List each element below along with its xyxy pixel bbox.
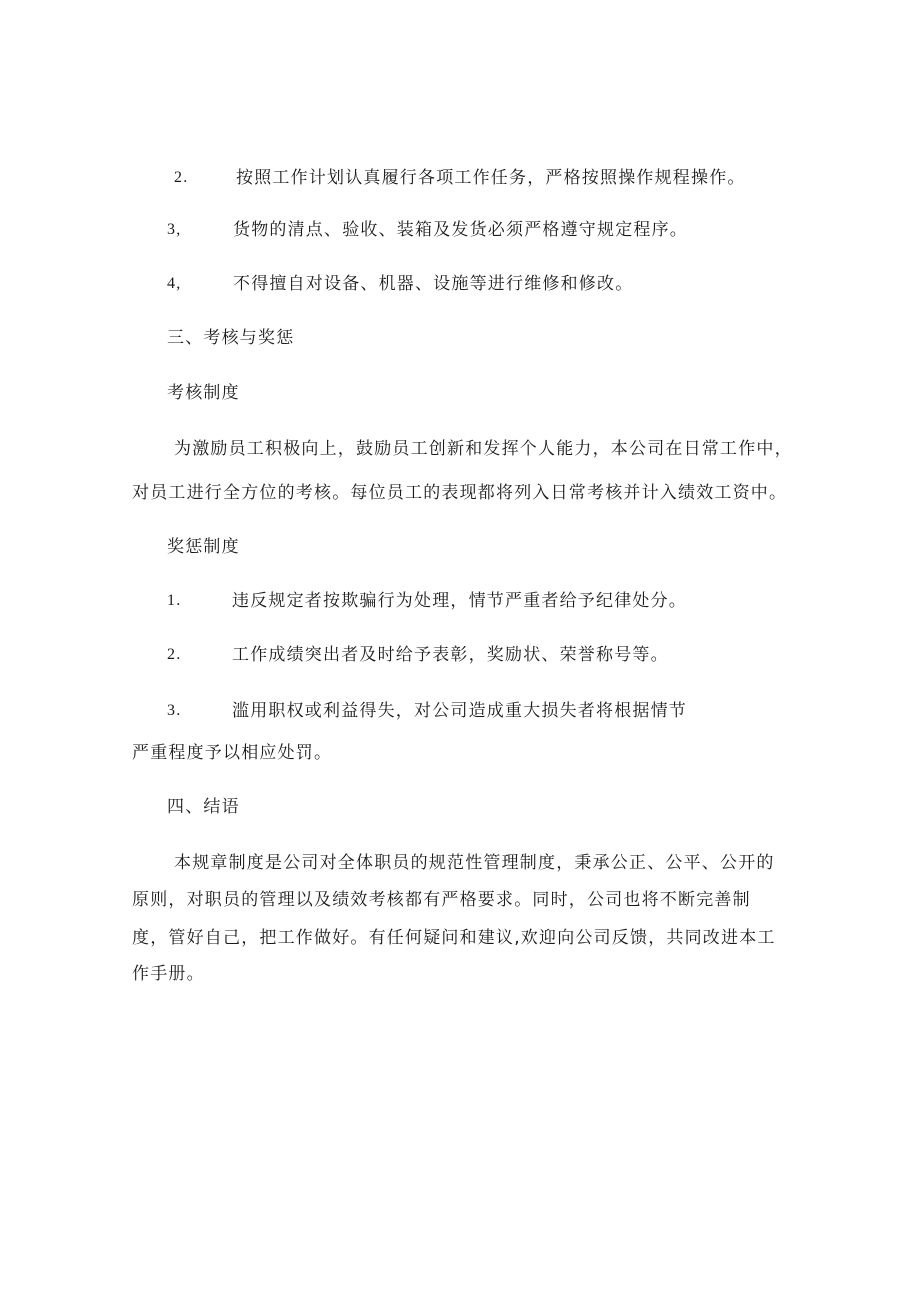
- subsection-heading: 考核制度: [167, 383, 240, 403]
- list-item-text: 滥用职权或利益得失，对公司造成重大损失者将根据情节: [232, 701, 687, 721]
- list-item-number: 2.: [167, 646, 182, 663]
- paragraph-line: 对员工进行全方位的考核。每位员工的表现都将列入日常考核并计入绩效工资中。: [132, 483, 788, 503]
- paragraph-line: 作手册。: [132, 964, 205, 984]
- paragraph-line: 为激励员工积极向上，鼓励员工创新和发挥个人能力，本公司在日常工作中，: [174, 439, 793, 459]
- list-item-text: 按照工作计划认真履行各项工作任务，严格按照操作规程操作。: [236, 168, 746, 188]
- list-item-text: 货物的清点、验收、装箱及发货必须严格遵守规定程序。: [233, 220, 688, 240]
- list-item-continuation: 严重程度予以相应处罚。: [132, 743, 333, 763]
- subsection-heading: 奖惩制度: [167, 537, 240, 557]
- list-item-number: 3.: [167, 702, 182, 719]
- list-item-number: 4,: [167, 275, 182, 292]
- paragraph-line: 原则，对职员的管理以及绩效考核都有严格要求。同时，公司也将不断完善制: [132, 890, 751, 910]
- paragraph-line: 本规章制度是公司对全体职员的规范性管理制度，秉承公正、公平、公开的: [174, 853, 775, 873]
- list-item-number: 1.: [167, 592, 182, 609]
- list-item-text: 工作成绩突出者及时给予表彰，奖励状、荣誉称号等。: [232, 645, 669, 665]
- paragraph-line: 度，管好自己，把工作做好。有任何疑问和建议,欢迎向公司反馈，共同改进本工: [132, 928, 776, 948]
- list-item-number: 2.: [174, 169, 189, 186]
- list-item-text: 不得擅自对设备、机器、设施等进行维修和修改。: [233, 274, 634, 294]
- section-title: 三、考核与奖惩: [167, 328, 295, 348]
- section-title: 四、结语: [167, 797, 240, 817]
- list-item-text: 违反规定者按欺骗行为处理，情节严重者给予纪律处分。: [232, 591, 687, 611]
- list-item-number: 3,: [167, 221, 182, 238]
